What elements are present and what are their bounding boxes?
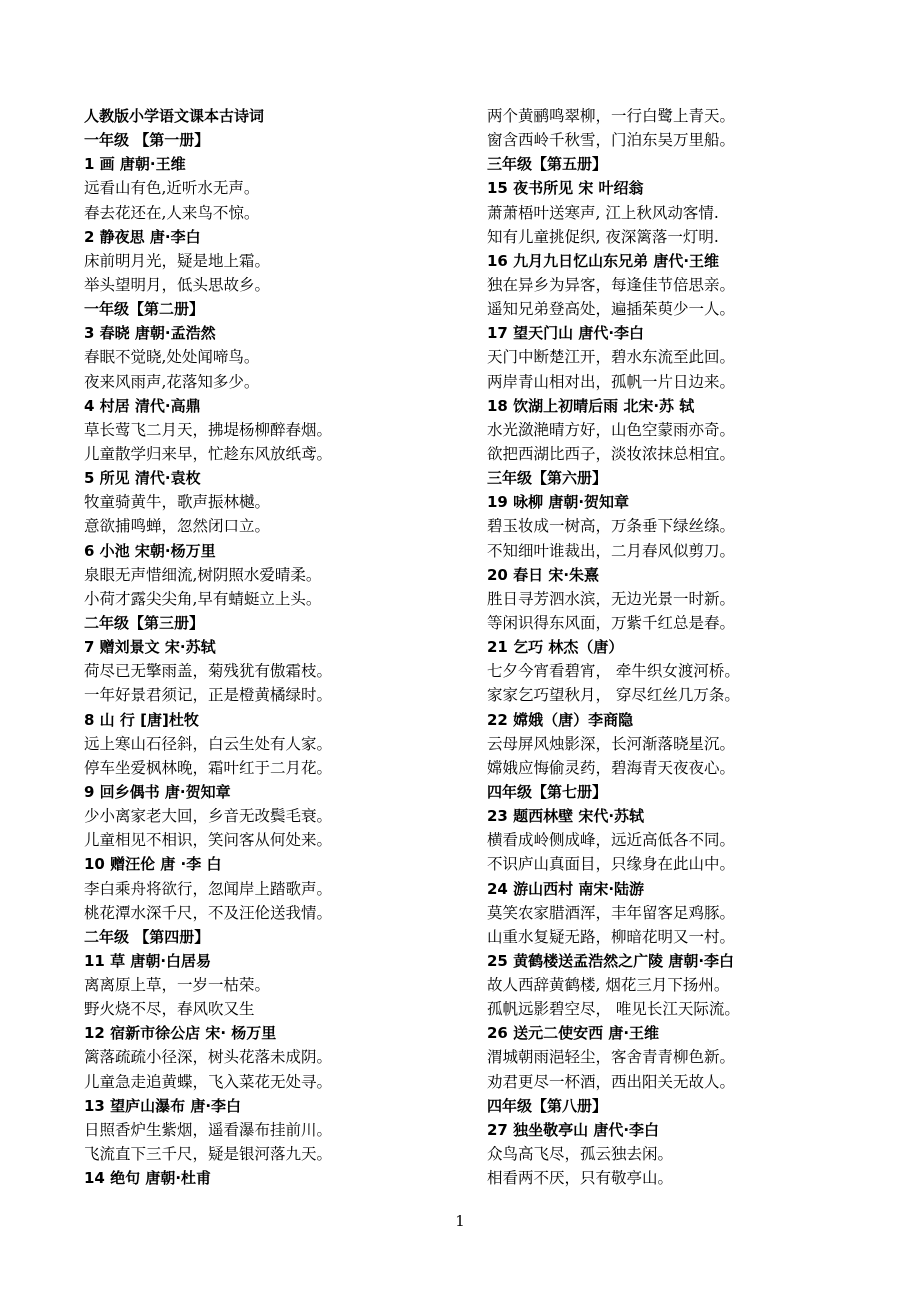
poem-line: 山重水复疑无路，柳暗花明又一村。 [487, 927, 736, 946]
poem-heading: 16 九月九日忆山东兄弟 唐代·王维 [487, 251, 720, 270]
poem-line: 欲把西湖比西子，淡妆浓抹总相宜。 [487, 444, 736, 463]
poem-line: 荷尽已无擎雨盖，菊残犹有傲霜枝。 [84, 662, 333, 681]
poem-line: 儿童散学归来早，忙趁东风放纸鸢。 [84, 444, 333, 463]
poem-line: 家家乞巧望秋月， 穿尽红丝几万条。 [487, 686, 740, 705]
poem-line: 牧童骑黄牛，歌声振林樾。 [84, 493, 271, 512]
poem-line: 莫笑农家腊酒浑，丰年留客足鸡豚。 [487, 903, 736, 922]
poem-line: 草长莺飞二月天，拂堤杨柳醉春烟。 [84, 420, 333, 439]
poem-line: 胜日寻芳泗水滨，无边光景一时新。 [487, 589, 736, 608]
poem-heading: 二年级 【第四册】 [84, 927, 210, 946]
poem-heading: 13 望庐山瀑布 唐·李白 [84, 1096, 242, 1115]
poem-line: 不识庐山真面目，只缘身在此山中。 [487, 855, 736, 874]
poem-line: 知有儿童挑促织, 夜深篱落一灯明. [487, 227, 719, 246]
poem-line: 李白乘舟将欲行，忽闻岸上踏歌声。 [84, 879, 333, 898]
poem-line: 春眠不觉晓,处处闻啼鸟。 [84, 348, 260, 367]
poem-line: 举头望明月，低头思故乡。 [84, 275, 271, 294]
poem-heading: 1 画 唐朝·王维 [84, 155, 186, 174]
poem-heading: 26 送元二使安西 唐·王维 [487, 1024, 660, 1043]
poem-heading: 19 咏柳 唐朝·贺知章 [487, 493, 630, 512]
poem-heading: 4 村居 清代·高鼎 [84, 396, 201, 415]
poem-heading: 23 题西林壁 宋代·苏轼 [487, 807, 645, 826]
poem-heading: 人教版小学语文课本古诗词 [84, 107, 265, 125]
poem-line: 桃花潭水深千尺，不及汪伦送我情。 [84, 903, 333, 922]
poem-line: 远上寒山石径斜，白云生处有人家。 [84, 734, 333, 753]
poem-line: 一年好景君须记，正是橙黄橘绿时。 [84, 686, 333, 705]
poem-line: 渭城朝雨浥轻尘，客舍青青柳色新。 [487, 1048, 736, 1067]
poem-heading: 15 夜书所见 宋 叶绍翁 [487, 179, 644, 198]
poem-line: 劝君更尽一杯酒，西出阳关无故人。 [487, 1072, 736, 1091]
poem-line: 窗含西岭千秋雪，门泊东吴万里船。 [487, 131, 736, 150]
page-number: 1 [455, 1212, 465, 1230]
poem-heading: 一年级【第二册】 [84, 300, 205, 319]
poem-line: 床前明月光，疑是地上霜。 [84, 251, 271, 270]
poem-line: 少小离家老大回，乡音无改鬓毛衰。 [84, 807, 333, 826]
poem-heading: 9 回乡偶书 唐·贺知章 [84, 782, 231, 801]
poem-line: 故人西辞黄鹤楼, 烟花三月下扬州。 [487, 976, 730, 995]
poem-heading: 11 草 唐朝·白居易 [84, 951, 212, 970]
poem-heading: 四年级【第七册】 [487, 782, 608, 801]
poem-line: 天门中断楚江开，碧水东流至此回。 [487, 348, 736, 367]
poem-heading: 22 嫦娥（唐）李商隐 [487, 710, 634, 729]
poem-line: 夜来风雨声,花落知多少。 [84, 372, 260, 391]
poem-heading: 7 赠刘景文 宋·苏轼 [84, 638, 216, 657]
poem-heading: 三年级【第六册】 [487, 469, 608, 488]
poem-heading: 6 小池 宋朝·杨万里 [84, 541, 216, 560]
poem-line: 遥知兄弟登高处，遍插茱萸少一人。 [487, 300, 736, 319]
poem-line: 春去花还在,人来鸟不惊。 [84, 203, 260, 222]
poem-heading: 3 春晓 唐朝·孟浩然 [84, 324, 216, 343]
poem-heading: 四年级【第八册】 [487, 1096, 608, 1115]
poem-line: 横看成岭侧成峰，远近高低各不同。 [487, 831, 736, 850]
poem-line: 嫦娥应悔偷灵药，碧海青天夜夜心。 [487, 758, 736, 777]
poem-line: 萧萧梧叶送寒声, 江上秋风动客情. [487, 203, 719, 222]
poem-heading: 21 乞巧 林杰（唐） [487, 638, 624, 657]
poem-heading: 14 绝句 唐朝·杜甫 [84, 1169, 212, 1188]
poem-heading: 17 望天门山 唐代·李白 [487, 324, 645, 343]
poem-line: 七夕今宵看碧宵， 牵牛织女渡河桥。 [487, 662, 740, 681]
poem-line: 停车坐爱枫林晚，霜叶红于二月花。 [84, 758, 333, 777]
poem-line: 泉眼无声惜细流,树阴照水爱晴柔。 [84, 565, 322, 584]
poem-line: 篱落疏疏小径深，树头花落未成阴。 [84, 1048, 333, 1067]
poem-heading: 8 山 行 [唐]杜牧 [84, 710, 199, 729]
poem-line: 飞流直下三千尺，疑是银河落九天。 [84, 1145, 333, 1164]
poem-heading: 10 赠汪伦 唐 ·李 白 [84, 855, 222, 874]
poem-heading: 25 黄鹤楼送孟浩然之广陵 唐朝·李白 [487, 951, 735, 970]
poem-line: 日照香炉生紫烟，遥看瀑布挂前川。 [84, 1120, 333, 1139]
poem-heading: 三年级【第五册】 [487, 155, 608, 174]
poem-line: 众鸟高飞尽，孤云独去闲。 [487, 1145, 674, 1164]
poem-heading: 一年级 【第一册】 [84, 131, 210, 150]
poem-line: 不知细叶谁裁出，二月春风似剪刀。 [487, 541, 736, 560]
poem-heading: 二年级【第三册】 [84, 613, 205, 632]
poem-line: 水光潋滟晴方好，山色空蒙雨亦奇。 [487, 420, 736, 439]
poem-line: 意欲捕鸣蝉，忽然闭口立。 [84, 517, 271, 536]
poem-line: 碧玉妆成一树高，万条垂下绿丝绦。 [487, 517, 736, 536]
poem-heading: 2 静夜思 唐·李白 [84, 227, 201, 246]
poem-line: 孤帆远影碧空尽， 唯见长江天际流。 [487, 1000, 740, 1019]
poem-line: 相看两不厌，只有敬亭山。 [487, 1169, 674, 1188]
poem-line: 离离原上草，一岁一枯荣。 [84, 976, 271, 995]
poem-line: 云母屏风烛影深，长河渐落晓星沉。 [487, 734, 736, 753]
poem-line: 儿童相见不相识，笑问客从何处来。 [84, 831, 333, 850]
poem-line: 野火烧不尽，春风吹又生 [84, 1000, 255, 1019]
right-column [487, 104, 897, 1190]
poem-line: 独在异乡为异客，每逢佳节倍思亲。 [487, 275, 736, 294]
poem-line: 远看山有色,近听水无声。 [84, 179, 260, 198]
poem-line: 等闲识得东风面，万紫千红总是春。 [487, 613, 736, 632]
poem-heading: 20 春日 宋·朱熹 [487, 565, 600, 584]
poem-line: 两岸青山相对出，孤帆一片日边来。 [487, 372, 736, 391]
poem-line: 小荷才露尖尖角,早有蜻蜓立上头。 [84, 589, 322, 608]
poem-heading: 12 宿新市徐公店 宋· 杨万里 [84, 1024, 277, 1043]
poem-line: 儿童急走追黄蝶，飞入菜花无处寻。 [84, 1072, 333, 1091]
poem-heading: 24 游山西村 南宋·陆游 [487, 879, 645, 898]
poem-heading: 5 所见 清代·袁枚 [84, 469, 201, 488]
poem-heading: 27 独坐敬亭山 唐代·李白 [487, 1120, 660, 1139]
poem-heading: 18 饮湖上初晴后雨 北宋·苏 轼 [487, 396, 695, 415]
poem-line: 两个黄鹂鸣翠柳，一行白鹭上青天。 [487, 107, 736, 125]
left-column [84, 104, 474, 1190]
